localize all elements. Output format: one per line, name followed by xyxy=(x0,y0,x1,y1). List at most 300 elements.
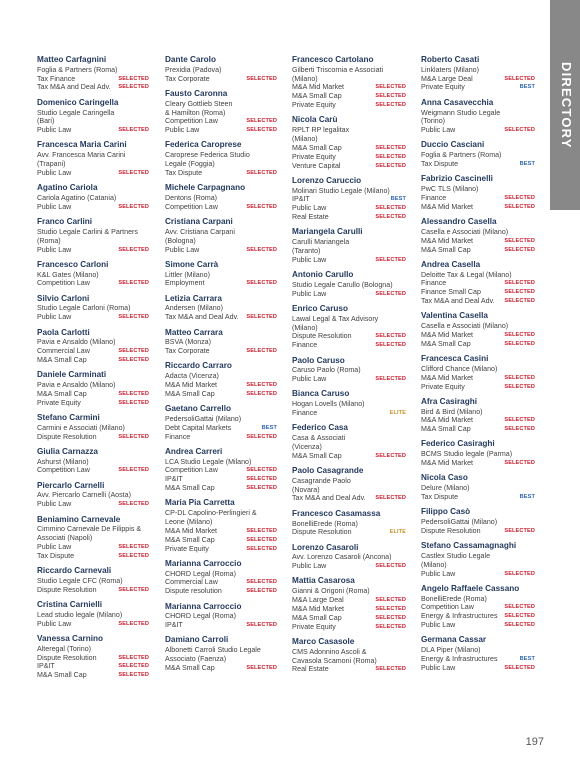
practice-area-row xyxy=(37,279,149,288)
practice-area-row xyxy=(165,203,277,212)
entry-firm: Deloitte Tax & Legal (Milano) xyxy=(421,270,512,279)
entry-name: Cristiana Carpani xyxy=(165,217,233,227)
entry-name: Bianca Caruso xyxy=(292,389,350,399)
practice-area-label: M&A Small Cap xyxy=(421,425,471,434)
directory-column-4 xyxy=(421,55,535,678)
entry-name: Paolo Casagrande xyxy=(292,466,364,475)
entry-name: Andrea Casella xyxy=(421,259,481,269)
rating-badge: SELECTED xyxy=(504,340,535,347)
entry-firm: Cariola Agatino (Catania) xyxy=(37,193,117,202)
practice-area-label: Dispute Resolution xyxy=(292,528,352,537)
rating-badge: ELITE xyxy=(389,529,406,536)
practice-area-label: Dispute resolution xyxy=(165,587,222,596)
entry-firm: Avv. Francesca Maria Carini xyxy=(37,151,126,160)
entry-firm: Littler (Milano) xyxy=(165,270,210,279)
entry-name: Nicola Caso xyxy=(421,473,468,483)
rating-badge: SELECTED xyxy=(246,75,277,82)
rating-badge: SELECTED xyxy=(246,664,277,671)
entry-name: Daniele Carminati xyxy=(37,370,107,380)
practice-area-row xyxy=(421,383,535,392)
entry-firm: Linklaters (Milano) xyxy=(421,65,479,74)
practice-area-label: Finance Small Cap xyxy=(421,288,481,297)
practice-area-row xyxy=(292,204,406,213)
entry-name: Antonio Carullo xyxy=(292,270,354,280)
rating-badge: SELECTED xyxy=(375,614,406,621)
section-tab xyxy=(550,0,580,210)
practice-area-row xyxy=(37,399,149,408)
entry-firm: Delure (Milano) xyxy=(421,484,470,493)
entry-name: Paola Carlotti xyxy=(37,327,90,337)
directory-entry xyxy=(37,515,149,561)
directory-entry xyxy=(165,294,277,322)
entry-firm: (Trapani) xyxy=(37,160,66,169)
rating-badge: SELECTED xyxy=(375,495,406,502)
entry-firm: Dentons (Roma) xyxy=(165,193,218,202)
practice-area-label: Tax Dispute xyxy=(165,168,203,177)
directory-entry xyxy=(165,140,277,177)
practice-area-label: Private Equity xyxy=(421,382,465,391)
entry-firm: Castlex Studio Legale xyxy=(421,551,491,560)
entry-firm: Carulli Mariangela xyxy=(292,238,350,247)
rating-badge: SELECTED xyxy=(118,203,149,210)
practice-area-label: Public Law xyxy=(37,543,72,552)
rating-badge: SELECTED xyxy=(118,544,149,551)
practice-area-row xyxy=(292,528,406,537)
entry-firm: K&L Gates (Milano) xyxy=(37,270,99,279)
entry-firm: Molinari Studio Legale (Milano) xyxy=(292,186,390,195)
practice-area-row xyxy=(165,466,277,475)
practice-area-row xyxy=(292,494,406,503)
practice-area-label: M&A Small Cap xyxy=(165,389,215,398)
entry-name: Silvio Carloni xyxy=(37,293,90,303)
practice-area-label: Public Law xyxy=(292,375,327,384)
directory-entry xyxy=(165,559,277,596)
directory-entry xyxy=(421,311,535,348)
entry-firm: (Taranto) xyxy=(292,247,321,256)
practice-area-label: Competition Law xyxy=(165,202,218,211)
practice-area-label: Public Law xyxy=(37,126,72,135)
rating-badge: SELECTED xyxy=(504,203,535,210)
practice-area-row xyxy=(37,500,149,509)
rating-badge: SELECTED xyxy=(375,605,406,612)
practice-area-label: Public Law xyxy=(292,562,327,571)
rating-badge: SELECTED xyxy=(246,246,277,253)
entry-firm: (Milano) xyxy=(421,560,447,569)
entry-name: Simone Carrà xyxy=(165,259,219,269)
practice-area-row xyxy=(37,654,149,663)
rating-badge: SELECTED xyxy=(246,545,277,552)
practice-area-row xyxy=(292,101,406,110)
entry-name: Stefano Cassamagnaghi xyxy=(421,541,517,551)
directory-entry xyxy=(292,115,406,170)
entry-name: Michele Carpagnano xyxy=(165,183,246,193)
practice-area-row xyxy=(421,83,535,92)
practice-area-label: Commercial Law xyxy=(165,578,218,587)
practice-area-label: Private Equity xyxy=(292,152,336,161)
practice-area-label: M&A Mid Market xyxy=(421,330,474,339)
rating-badge: SELECTED xyxy=(246,588,277,595)
practice-area-row xyxy=(421,416,535,425)
practice-area-row xyxy=(421,126,535,135)
entry-firm: PedersoliGattai (Milano) xyxy=(421,518,498,527)
practice-area-label: Tax Dispute xyxy=(421,492,459,501)
rating-badge: SELECTED xyxy=(375,623,406,630)
entry-name: Duccio Casciani xyxy=(421,140,485,150)
rating-badge: SELECTED xyxy=(504,426,535,433)
rating-badge: SELECTED xyxy=(504,331,535,338)
rating-badge: SELECTED xyxy=(375,256,406,263)
directory-entry xyxy=(421,439,535,467)
entry-firm: BCMS Studio legale (Parma) xyxy=(421,450,513,459)
directory-entry xyxy=(37,328,149,365)
rating-badge: SELECTED xyxy=(246,579,277,586)
entry-name: Enrico Caruso xyxy=(292,303,348,313)
practice-area-label: Public Law xyxy=(421,569,456,578)
practice-area-row xyxy=(165,578,277,587)
practice-area-row xyxy=(165,527,277,536)
section-tab-label: DIRECTORY xyxy=(559,62,574,149)
practice-area-row xyxy=(292,144,406,153)
directory-entry xyxy=(37,481,149,509)
practice-area-label: M&A Mid Market xyxy=(421,202,474,211)
practice-area-row xyxy=(37,203,149,212)
practice-area-label: Finance xyxy=(421,193,447,202)
practice-area-row xyxy=(292,605,406,614)
rating-badge: SELECTED xyxy=(246,280,277,287)
entry-name: Francesco Cartolano xyxy=(292,55,374,64)
practice-area-label: Finance xyxy=(421,279,447,288)
practice-area-row xyxy=(37,83,149,92)
entry-firm: RPLT RP legalitax xyxy=(292,126,350,135)
entry-firm: Adacta (Vicenza) xyxy=(165,372,219,381)
practice-area-row xyxy=(292,290,406,299)
practice-area-label: Finance xyxy=(292,409,318,418)
rating-badge: SELECTED xyxy=(118,314,149,321)
practice-area-label: M&A Mid Market xyxy=(421,236,474,245)
rating-badge: SELECTED xyxy=(118,501,149,508)
practice-area-label: Public Law xyxy=(37,313,72,322)
practice-area-row xyxy=(37,433,149,442)
rating-badge: SELECTED xyxy=(504,237,535,244)
practice-area-row xyxy=(165,126,277,135)
directory-entry xyxy=(292,227,406,264)
rating-badge: SELECTED xyxy=(118,586,149,593)
entry-name: Alessandro Casella xyxy=(421,217,497,227)
directory-entry xyxy=(292,176,406,222)
practice-area-row xyxy=(292,341,406,350)
practice-area-label: Private Equity xyxy=(421,83,465,92)
rating-badge: SELECTED xyxy=(375,452,406,459)
rating-badge: SELECTED xyxy=(246,203,277,210)
practice-area-label: Tax Finance xyxy=(37,74,76,83)
practice-area-row xyxy=(421,279,535,288)
practice-area-label: Competition Law xyxy=(165,466,218,475)
entry-name: Federico Casa xyxy=(292,423,348,433)
practice-area-label: Dispute Resolution xyxy=(421,526,481,535)
rating-badge: BEST xyxy=(519,161,535,168)
entry-name: Federica Caroprese xyxy=(165,140,242,150)
entry-firm: Studio Legale Caringella xyxy=(37,108,115,117)
rating-badge: SELECTED xyxy=(504,604,535,611)
directory-entry xyxy=(37,447,149,475)
practice-area-row xyxy=(165,75,277,84)
entry-name: Andrea Carreri xyxy=(165,446,223,456)
rating-badge: SELECTED xyxy=(504,417,535,424)
directory-entry xyxy=(165,55,277,83)
directory-entry xyxy=(292,637,406,674)
directory-entry xyxy=(165,217,277,254)
practice-area-row xyxy=(165,475,277,484)
practice-area-row xyxy=(165,169,277,178)
practice-area-row xyxy=(37,75,149,84)
directory-entry xyxy=(292,270,406,298)
directory-entry xyxy=(165,89,277,135)
rating-badge: SELECTED xyxy=(375,666,406,673)
entry-name: Letizia Carrara xyxy=(165,293,222,303)
practice-area-label: Finance xyxy=(165,432,191,441)
entry-firm: Carmini e Associati (Milano) xyxy=(37,423,125,432)
rating-badge: SELECTED xyxy=(504,298,535,305)
entry-name: Lorenzo Caruccio xyxy=(292,175,362,185)
practice-area-row xyxy=(421,374,535,383)
entry-name: Lorenzo Casaroli xyxy=(292,542,359,552)
rating-badge: BEST xyxy=(390,196,406,203)
entry-firm: (Vicenza) xyxy=(292,442,322,451)
entry-firm: Lawal Legal & Tax Advisory xyxy=(292,314,379,323)
practice-area-label: M&A Mid Market xyxy=(421,373,474,382)
entry-firm: Studio Legale CFC (Roma) xyxy=(37,576,123,585)
practice-area-row xyxy=(421,570,535,579)
directory-entry xyxy=(37,55,149,92)
directory-entry xyxy=(421,98,535,135)
practice-area-row xyxy=(165,664,277,673)
practice-area-row xyxy=(421,160,535,169)
directory-entry xyxy=(292,55,406,110)
rating-badge: SELECTED xyxy=(375,563,406,570)
entry-firm: Casa & Associati xyxy=(292,434,346,443)
practice-area-label: Tax M&A and Deal Adv. xyxy=(292,494,366,503)
practice-area-row xyxy=(292,92,406,101)
practice-area-label: Real Estate xyxy=(292,213,329,222)
practice-area-row xyxy=(421,425,535,434)
practice-area-label: Private Equity xyxy=(37,398,81,407)
practice-area-label: Tax M&A and Deal Adv. xyxy=(165,313,239,322)
practice-area-label: M&A Large Deal xyxy=(421,74,473,83)
practice-area-row xyxy=(292,83,406,92)
practice-area-label: Dispute Resolution xyxy=(292,332,352,341)
entry-name: Valentina Casella xyxy=(421,311,488,321)
practice-area-row xyxy=(37,543,149,552)
practice-area-label: Private Equity xyxy=(165,544,209,553)
directory-entry xyxy=(421,217,535,254)
entry-firm: Foglia & Partners (Roma) xyxy=(421,151,502,160)
rating-badge: SELECTED xyxy=(504,460,535,467)
practice-area-row xyxy=(421,527,535,536)
practice-area-label: M&A Small Cap xyxy=(421,339,471,348)
practice-area-label: M&A Small Cap xyxy=(292,92,342,101)
rating-badge: SELECTED xyxy=(504,127,535,134)
entry-name: Maria Pia Carretta xyxy=(165,498,235,508)
practice-area-row xyxy=(165,390,277,399)
entry-firm: Caroprese Federica Studio xyxy=(165,151,250,160)
rating-badge: SELECTED xyxy=(375,333,406,340)
practice-area-row xyxy=(37,586,149,595)
entry-name: Fausto Caronna xyxy=(165,88,228,98)
entry-firm: (Milano) xyxy=(292,323,318,332)
entry-firm: & Hamilton (Roma) xyxy=(165,108,226,117)
entry-name: Franco Carlini xyxy=(37,217,93,227)
entry-firm: Studio Legale Carloni (Roma) xyxy=(37,304,131,313)
rating-badge: SELECTED xyxy=(246,622,277,629)
rating-badge: SELECTED xyxy=(504,194,535,201)
entry-firm: Bird & Bird (Milano) xyxy=(421,407,483,416)
entry-name: Filippo Casò xyxy=(421,507,471,517)
entry-firm: PwC TLS (Milano) xyxy=(421,185,479,194)
directory-entry xyxy=(421,584,535,630)
rating-badge: BEST xyxy=(519,493,535,500)
directory-entry xyxy=(37,183,149,211)
rating-badge: SELECTED xyxy=(246,390,277,397)
directory-entry xyxy=(292,423,406,460)
practice-area-label: M&A Small Cap xyxy=(165,535,215,544)
entry-firm: BSVA (Monza) xyxy=(165,338,211,347)
entry-name: Mattia Casarosa xyxy=(292,576,355,586)
practice-area-label: M&A Small Cap xyxy=(292,613,342,622)
rating-badge: SELECTED xyxy=(118,280,149,287)
rating-badge: SELECTED xyxy=(118,672,149,679)
directory-entry xyxy=(292,576,406,631)
directory-entry xyxy=(165,447,277,493)
practice-area-row xyxy=(165,246,277,255)
practice-area-row xyxy=(292,375,406,384)
entry-firm: Hogan Lovells (Milano) xyxy=(292,400,365,409)
practice-area-label: M&A Mid Market xyxy=(421,416,474,425)
rating-badge: SELECTED xyxy=(246,382,277,389)
entry-firm: Cleary Gottlieb Steen xyxy=(165,99,233,108)
rating-badge: SELECTED xyxy=(246,433,277,440)
directory-entry xyxy=(37,566,149,594)
entry-firm: (Bari) xyxy=(37,117,55,126)
practice-area-row xyxy=(292,614,406,623)
entry-firm: Pavia e Ansaldo (Milano) xyxy=(37,338,116,347)
entry-firm: Casella e Associati (Milano) xyxy=(421,227,509,236)
rating-badge: SELECTED xyxy=(504,374,535,381)
directory-entry xyxy=(421,635,535,672)
directory-entry xyxy=(37,634,149,680)
entry-name: Federico Casiraghi xyxy=(421,439,495,449)
practice-area-label: M&A Small Cap xyxy=(421,245,471,254)
practice-area-label: M&A Mid Market xyxy=(421,459,474,468)
rating-badge: SELECTED xyxy=(118,246,149,253)
rating-badge: SELECTED xyxy=(246,536,277,543)
practice-area-row xyxy=(292,153,406,162)
rating-badge: BEST xyxy=(261,424,277,431)
practice-area-row xyxy=(292,562,406,571)
practice-area-row xyxy=(421,194,535,203)
practice-area-label: Public Law xyxy=(165,245,200,254)
practice-area-label: Public Law xyxy=(37,168,72,177)
practice-area-label: M&A Small Cap xyxy=(165,484,215,493)
practice-area-row xyxy=(421,664,535,673)
directory-entry xyxy=(165,328,277,356)
practice-area-row xyxy=(37,169,149,178)
practice-area-label: Public Law xyxy=(421,126,456,135)
practice-area-row xyxy=(421,203,535,212)
directory-entry xyxy=(37,413,149,441)
practice-area-row xyxy=(165,536,277,545)
rating-badge: SELECTED xyxy=(504,280,535,287)
practice-area-row xyxy=(37,662,149,671)
directory-column-3 xyxy=(292,55,406,680)
directory-entry xyxy=(37,217,149,254)
entry-name: Gaetano Carrello xyxy=(165,404,231,414)
entry-firm: Avv. Cristiana Carpani xyxy=(165,227,235,236)
practice-area-label: Real Estate xyxy=(292,665,329,674)
rating-badge: SELECTED xyxy=(504,383,535,390)
practice-area-row xyxy=(37,466,149,475)
entry-name: Francesco Carloni xyxy=(37,259,109,269)
practice-area-row xyxy=(421,459,535,468)
practice-area-row xyxy=(421,655,535,664)
entry-firm: LCA Studio Legale (Milano) xyxy=(165,457,252,466)
rating-badge: SELECTED xyxy=(375,290,406,297)
practice-area-label: Public Law xyxy=(292,255,327,264)
practice-area-row xyxy=(421,246,535,255)
practice-area-label: Tax Corporate xyxy=(165,347,210,356)
rating-badge: SELECTED xyxy=(118,127,149,134)
rating-badge: SELECTED xyxy=(375,102,406,109)
entry-name: Agatino Cariola xyxy=(37,183,98,193)
practice-area-label: Private Equity xyxy=(292,622,336,631)
practice-area-label: M&A Mid Market xyxy=(165,526,218,535)
directory-entry xyxy=(37,294,149,322)
directory-column-1 xyxy=(37,55,149,685)
practice-area-label: IP&IT xyxy=(37,662,55,671)
rating-badge: SELECTED xyxy=(375,84,406,91)
entry-firm: Associati (Napoli) xyxy=(37,534,93,543)
practice-area-label: Energy & Infrastructures xyxy=(421,612,498,621)
practice-area-row xyxy=(421,340,535,349)
rating-badge: SELECTED xyxy=(375,162,406,169)
practice-area-row xyxy=(165,347,277,356)
entry-firm: CHORD Legal (Roma) xyxy=(165,569,236,578)
practice-area-label: M&A Small Cap xyxy=(292,143,342,152)
page-number: 197 xyxy=(525,736,544,748)
entry-firm: Weigmann Studio Legale xyxy=(421,108,501,117)
rating-badge: SELECTED xyxy=(118,552,149,559)
directory-entry xyxy=(421,354,535,391)
entry-name: Marianna Carroccio xyxy=(165,601,242,611)
rating-badge: SELECTED xyxy=(118,348,149,355)
rating-badge: SELECTED xyxy=(504,246,535,253)
entry-firm: (Torino) xyxy=(421,117,446,126)
practice-area-label: IP&IT xyxy=(165,621,183,630)
rating-badge: SELECTED xyxy=(118,75,149,82)
practice-area-label: M&A Mid Market xyxy=(165,381,218,390)
rating-badge: SELECTED xyxy=(246,467,277,474)
rating-badge: SELECTED xyxy=(504,613,535,620)
rating-badge: SELECTED xyxy=(118,467,149,474)
practice-area-row xyxy=(421,237,535,246)
practice-area-row xyxy=(165,545,277,554)
entry-firm: DLA Piper (Milano) xyxy=(421,646,481,655)
entry-firm: Studio Legale Carullo (Bologna) xyxy=(292,280,393,289)
entry-name: Marianna Carroccio xyxy=(165,558,242,568)
entry-firm: Casagrande Paolo xyxy=(292,476,351,485)
entry-firm: Caruso Paolo (Roma) xyxy=(292,366,361,375)
practice-area-row xyxy=(37,671,149,680)
practice-area-row xyxy=(292,665,406,674)
